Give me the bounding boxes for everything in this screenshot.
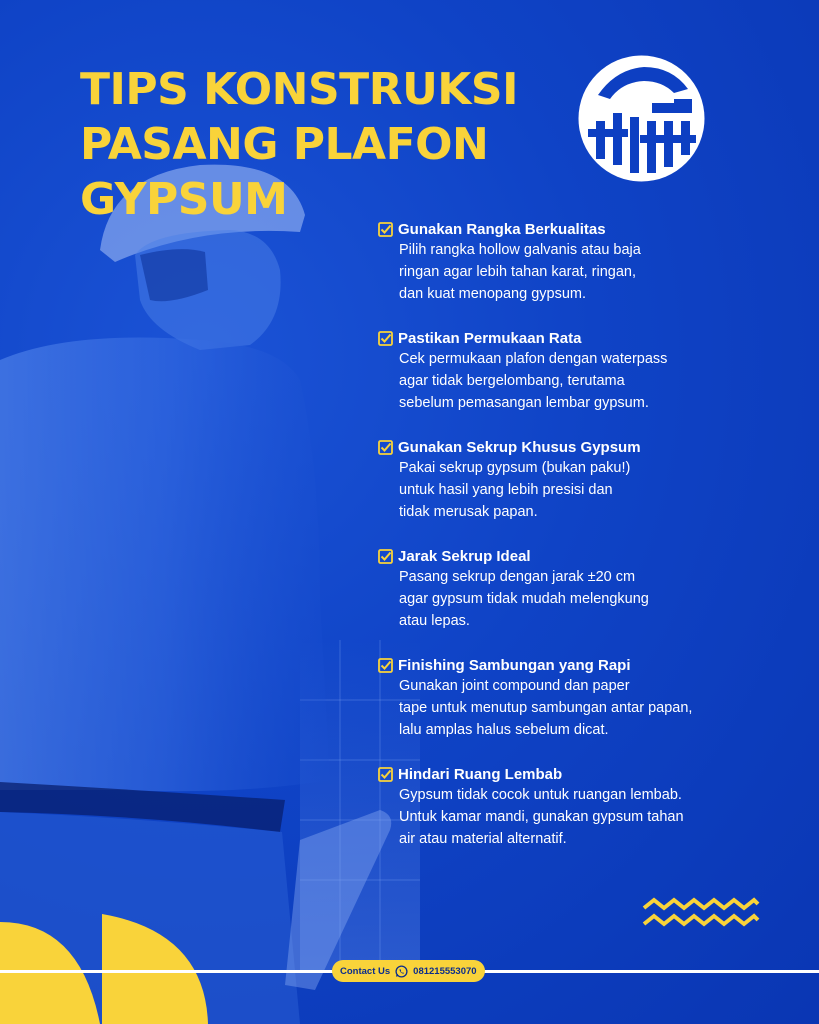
tip-line: Pilih rangka hollow galvanis atau baja xyxy=(399,242,641,258)
tip-title: Finishing Sambungan yang Rapi xyxy=(398,657,631,674)
tip-line: tidak merusak papan. xyxy=(399,504,538,520)
tip-title: Jarak Sekrup Ideal xyxy=(398,548,531,565)
brand-logo-icon xyxy=(578,55,705,182)
list-item xyxy=(378,220,798,305)
tip-line: Gunakan joint compound dan paper xyxy=(399,678,630,694)
tip-title: Hindari Ruang Lembab xyxy=(398,766,563,783)
checkbox-checked-icon xyxy=(378,331,393,346)
checkbox-checked-icon xyxy=(378,658,393,673)
title-line-3: GYPSUM xyxy=(80,174,288,225)
zigzag-decoration-icon xyxy=(642,896,760,936)
list-item xyxy=(378,765,798,850)
tip-body xyxy=(398,784,798,850)
contact-label: Contact Us xyxy=(340,965,391,977)
whatsapp-icon xyxy=(395,965,408,978)
tip-line: sebelum pemasangan lembar gypsum. xyxy=(399,395,649,411)
page-title xyxy=(80,62,550,227)
tip-line: lalu amplas halus sebelum dicat. xyxy=(399,722,609,738)
tip-body xyxy=(398,457,798,523)
tip-title: Pastikan Permukaan Rata xyxy=(398,330,582,347)
corner-decoration-icon xyxy=(0,912,210,1024)
tip-line: dan kuat menopang gypsum. xyxy=(399,286,587,302)
title-line-1: TIPS KONSTRUKSI xyxy=(80,64,518,115)
checkbox-checked-icon xyxy=(378,222,393,237)
tip-body xyxy=(398,348,798,414)
tip-line: Cek permukaan plafon dengan waterpass xyxy=(399,351,668,367)
tip-title: Gunakan Rangka Berkualitas xyxy=(398,221,606,238)
checkbox-checked-icon xyxy=(378,767,393,782)
tip-line: tape untuk menutup sambungan antar papan, xyxy=(399,700,693,716)
checkbox-checked-icon xyxy=(378,440,393,455)
title-line-2: PASANG PLAFON xyxy=(80,119,489,170)
tip-line: Untuk kamar mandi, gunakan gypsum tahan xyxy=(399,809,684,825)
list-item xyxy=(378,656,798,741)
list-item xyxy=(378,438,798,523)
tip-line: untuk hasil yang lebih presisi dan xyxy=(399,482,613,498)
tip-line: agar tidak bergelombang, terutama xyxy=(399,373,625,389)
tip-line: air atau material alternatif. xyxy=(399,831,567,847)
tip-line: agar gypsum tidak mudah melengkung xyxy=(399,591,649,607)
tip-line: ringan agar lebih tahan karat, ringan, xyxy=(399,264,636,280)
tip-line: Gypsum tidak cocok untuk ruangan lembab. xyxy=(399,787,682,803)
contact-button[interactable] xyxy=(332,960,485,982)
tip-title: Gunakan Sekrup Khusus Gypsum xyxy=(398,439,641,456)
tip-body xyxy=(398,566,798,632)
list-item xyxy=(378,547,798,632)
tip-body xyxy=(398,675,798,741)
contact-phone[interactable]: 081215553070 xyxy=(413,965,477,977)
tips-list xyxy=(378,220,798,874)
tip-line: Pasang sekrup dengan jarak ±20 cm xyxy=(399,569,636,585)
tip-line: atau lepas. xyxy=(399,613,470,629)
tip-body xyxy=(398,239,798,305)
tip-line: Pakai sekrup gypsum (bukan paku!) xyxy=(399,460,631,476)
checkbox-checked-icon xyxy=(378,549,393,564)
list-item xyxy=(378,329,798,414)
